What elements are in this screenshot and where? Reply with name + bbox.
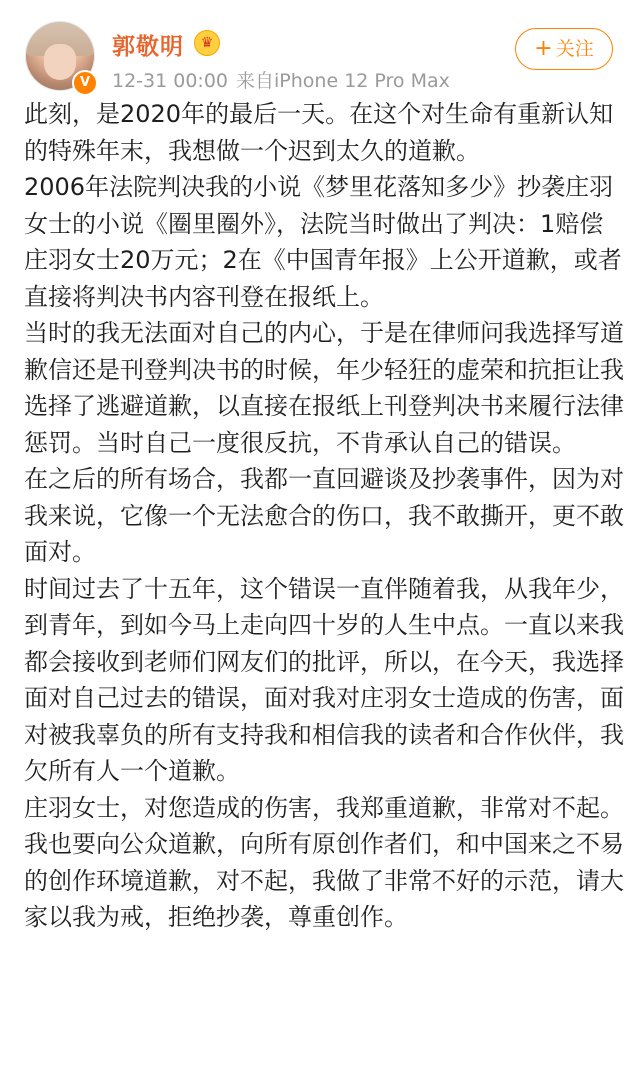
follow-label: 关注	[555, 38, 594, 60]
post-paragraph: 此刻，是2020年的最后一天。在这个对生命有重新认知的特殊年末，我想做一个迟到太久的道歉。	[24, 100, 614, 165]
post-timestamp: 12-31 00:00	[112, 70, 229, 92]
post-paragraph: 2006年法院判决我的小说《梦里花落知多少》抄袭庄羽女士的小说《圈里圈外》，法院当时做出了判决：1赔偿庄羽女士20万元；2在《中国青年报》上公开道歉，或者直接将判决书内容刊登在报纸上。	[24, 173, 622, 311]
post-source: 来自iPhone 12 Pro Max	[236, 70, 450, 92]
author-name[interactable]: 郭敬明	[112, 34, 184, 60]
post-paragraph: 在之后的所有场合，我都一直回避谈及抄袭事件，因为对我来说，它像一个无法愈合的伤口，我不敢撕开，更不敢面对。	[24, 465, 624, 566]
post-header	[0, 0, 640, 100]
follow-button[interactable]	[515, 28, 613, 70]
avatar-face	[44, 44, 76, 80]
post-meta	[112, 66, 450, 93]
post-body	[24, 96, 624, 936]
post-paragraph: 时间过去了十五年，这个错误一直伴随着我，从我年少，到青年，到如今马上走向四十岁的人生中点。一直以来我都会接收到老师们网友们的批评，所以，在今天，我选择面对自己过去的错误，面对我对庄羽女士造成的伤害，面对被我辜负的所有支持我和相信我的读者和合作伙伴，我欠所有人一个道歉。	[24, 574, 624, 785]
verified-v-icon: V	[72, 70, 98, 96]
plus-icon: +	[534, 36, 553, 61]
crown-icon[interactable]: ♛	[194, 30, 220, 56]
post-paragraph: 当时的我无法面对自己的内心，于是在律师问我选择写道歉信还是刊登判决书的时候，年少轻狂的虚荣和抗拒让我选择了逃避道歉，以直接在报纸上刊登判决书来履行法律惩罚。当时自己一度很反抗，不肯承认自己的错误。	[24, 319, 624, 457]
post-paragraph: 庄羽女士，对您造成的伤害，我郑重道歉，非常对不起。我也要向公众道歉，向所有原创作者们，和中国来之不易的创作环境道歉，对不起，我做了非常不好的示范，请大家以我为戒，拒绝抄袭，尊重创作。	[24, 793, 624, 931]
